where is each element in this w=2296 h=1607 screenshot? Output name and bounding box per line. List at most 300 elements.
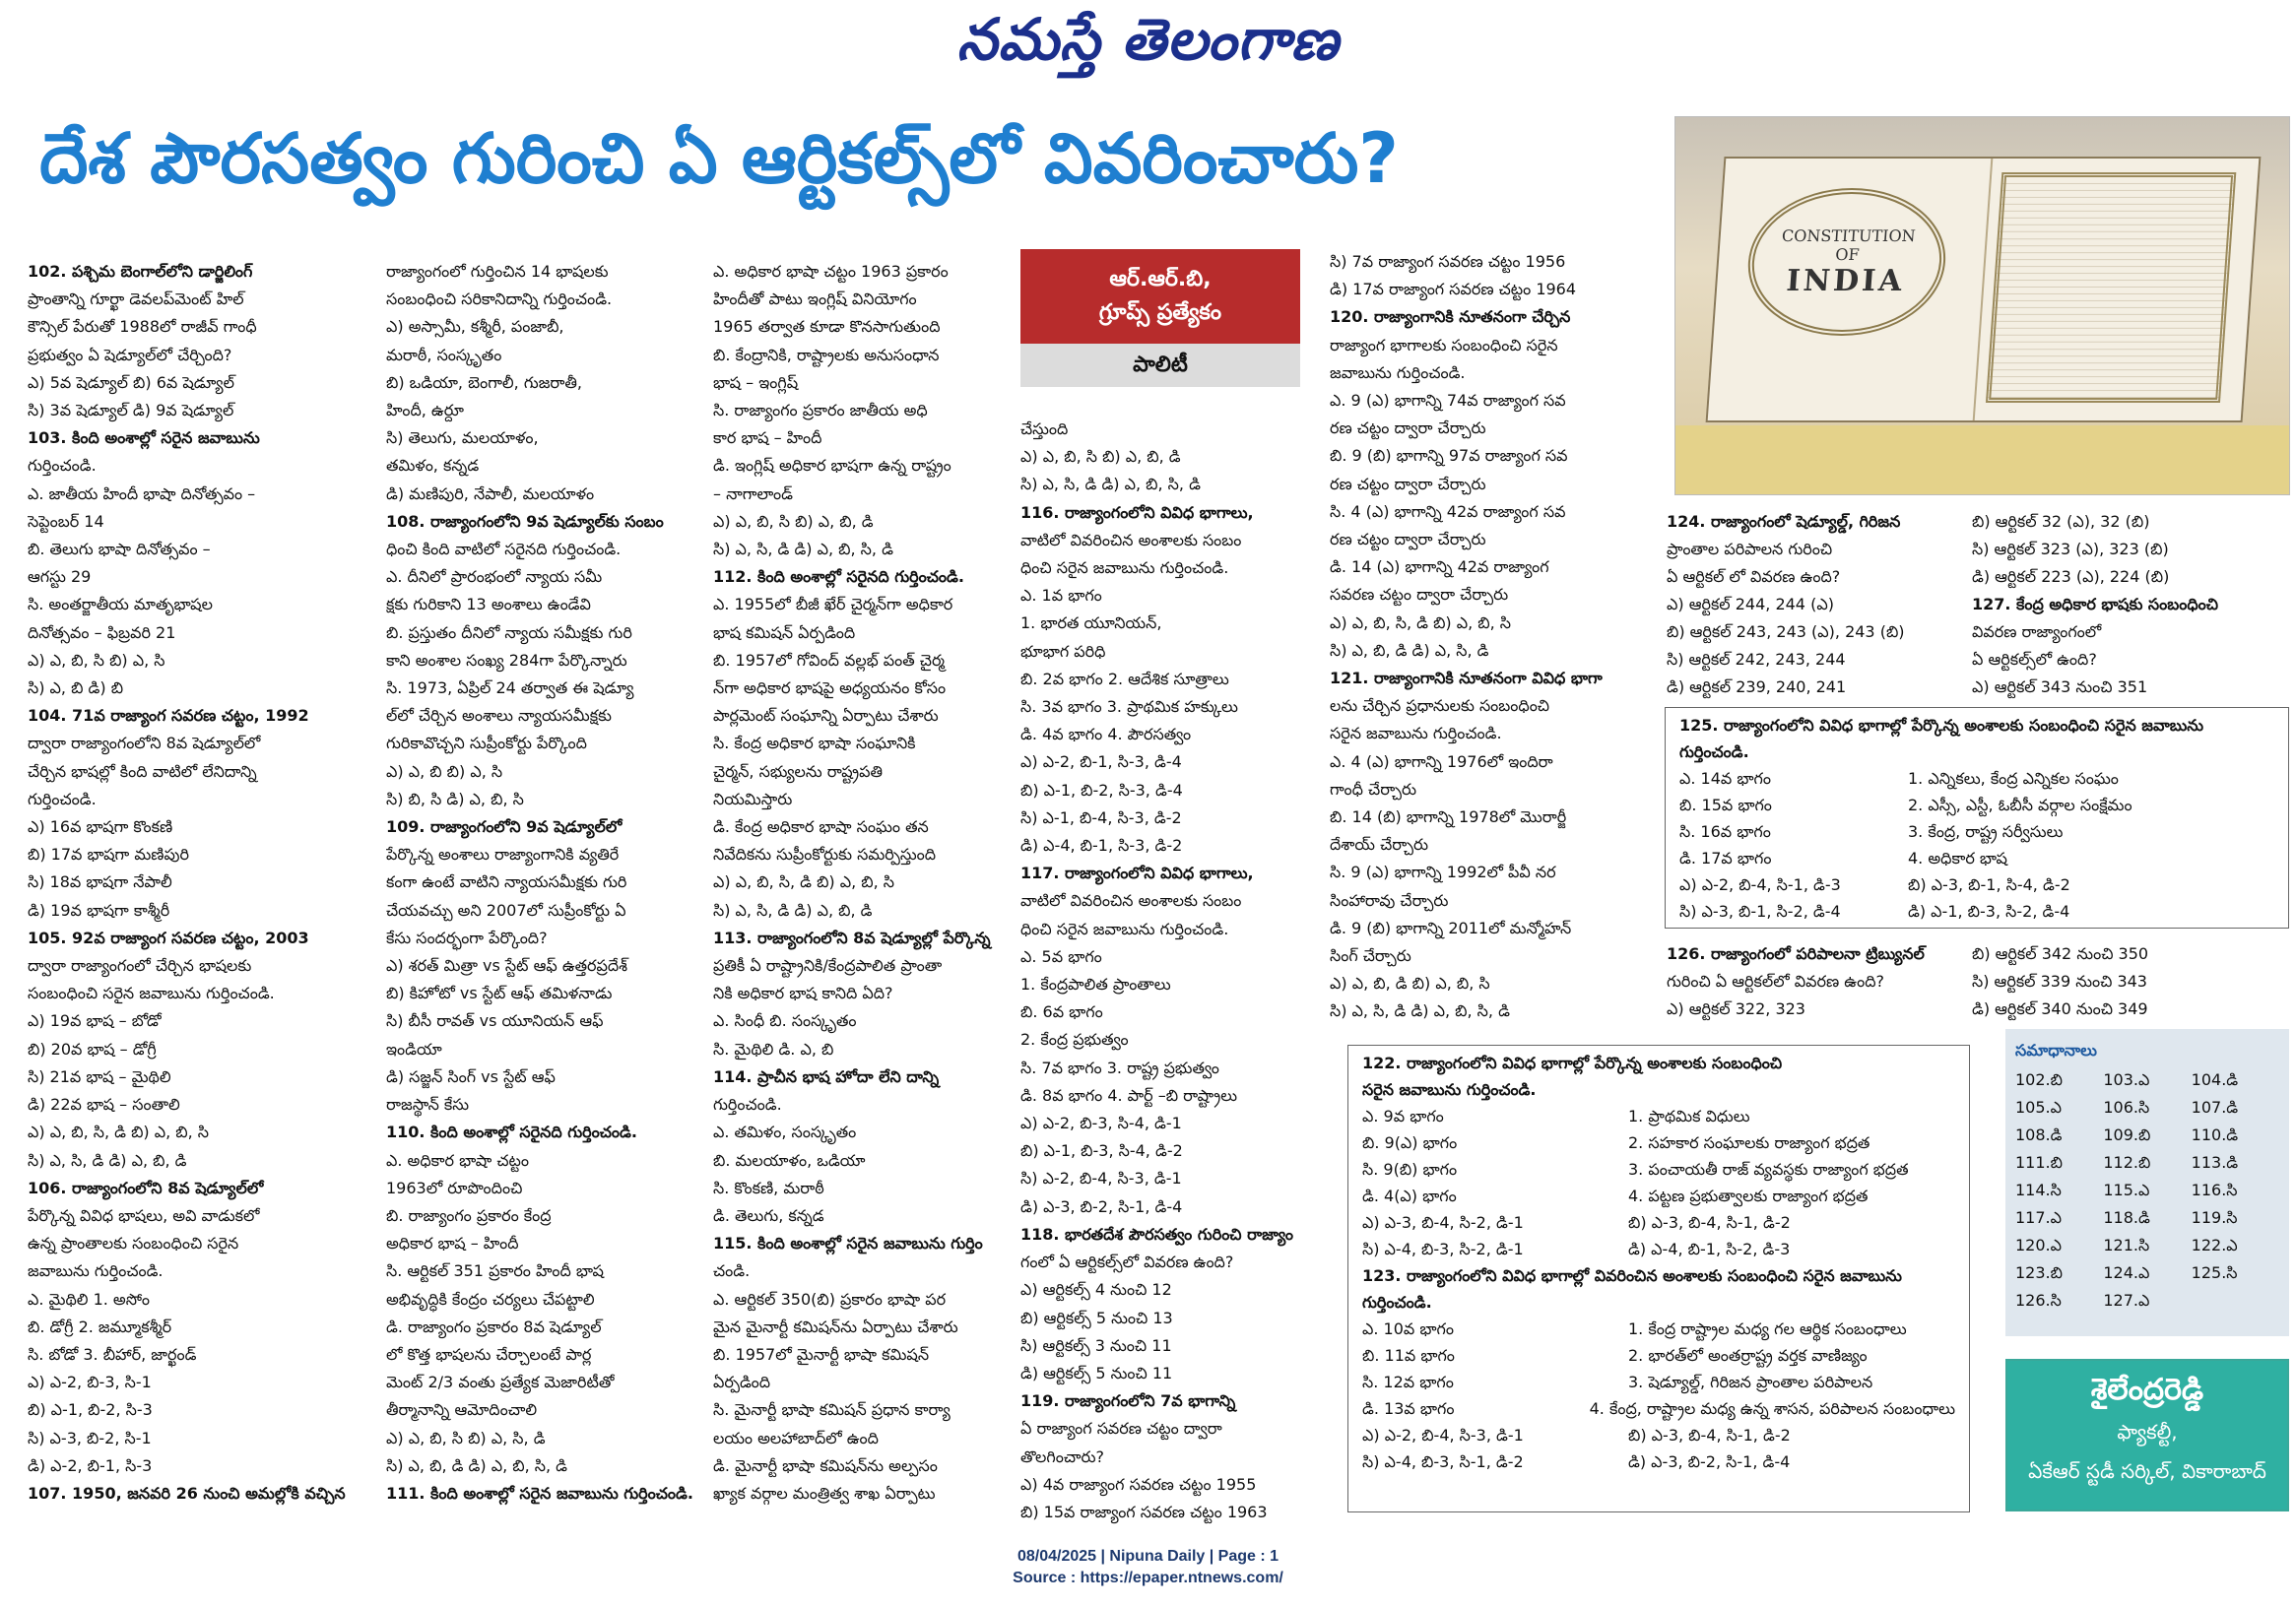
option-text: 4. అధికార భాష [1908, 849, 2007, 868]
text-line: సి) ఆర్టికల్స్ 3 నుంచి 11 [1020, 1335, 1172, 1355]
text-line: దేశాయ్ చేర్చారు [1330, 835, 1429, 855]
text-line: డి) సజ్జన్ సింగ్ vs స్టేట్ ఆఫ్ [386, 1066, 556, 1086]
text-line: బి. 9 (బి) భాగాన్ని 97వ రాజ్యాంగ సవ [1330, 446, 1568, 466]
text-line: సి. కొంకణి, మరాఠీ [713, 1178, 824, 1197]
footer-source-line: Source : https://epaper.ntnews.com/ [1013, 1570, 1283, 1586]
q122-text: 122. రాజ్యాంగంలోని వివిధ భాగాల్లో పేర్కొన్న అంశాలకు సంబంధించి [1362, 1054, 1783, 1072]
text-line: ఎ. దీనిలో ప్రారంభంలో న్యాయ సమీ [386, 567, 603, 587]
text-line: బి. 1957లో మైనార్టీ భాషా కమిషన్ [713, 1344, 930, 1364]
text-line: సి. 3వ భాగం 3. ప్రాథమిక హక్కులు [1020, 697, 1238, 717]
text-line: రాజ్యాంగంలో గుర్తించిన 14 భాషలకు [386, 262, 609, 281]
option-text: బి. 11వ భాగం [1362, 1346, 1455, 1365]
text-line: రణ చట్టం ద్వారా చేర్చారు [1330, 530, 1486, 549]
answer-item: 127.ఎ [2103, 1291, 2150, 1310]
text-line: డి. రాజ్యాంగం ప్రకారం 8వ షెడ్యూల్ [386, 1317, 602, 1336]
text-line: బి. మలయాళం, ఒడియా [713, 1150, 866, 1170]
q127-block [1972, 508, 2277, 701]
text-line: బి. 2వ భాగం 2. ఆదేశిక సూత్రాలు [1020, 669, 1229, 688]
badge-rrb-groups: ఆర్.ఆర్.బి, గ్రూప్స్ ప్రత్యేకం [1020, 249, 1300, 344]
answer-item: 110.డి [2191, 1125, 2239, 1144]
text-line: ఎ) శరత్ మిత్రా vs స్టేట్ ఆఫ్ ఉత్తరప్రదేశ్ [386, 956, 627, 976]
text-line: లను చేర్చిన ప్రధానులకు సంబంధించి [1330, 696, 1550, 716]
text-line: సి) ఎ, సి, డి డి) ఎ, బి, సి, డి [713, 540, 893, 559]
text-line: మైన మైనార్టీ కమిషన్‌ను ఏర్పాటు చేశారు [713, 1317, 958, 1336]
text-line: గుర్తించండి. [28, 789, 97, 808]
question-line: 107. 1950, జనవరి 26 నుంచి అమల్లోకి వచ్చిన [28, 1483, 346, 1503]
text-line: బి) ఒడియా, బెంగాలీ, గుజరాతీ, [386, 372, 582, 392]
text-line: కార భాష – హిందీ [713, 428, 822, 448]
text-line: బి) ఎ-1, బి-3, సి-4, డి-2 [1020, 1141, 1183, 1161]
text-line: వాటిలో వివరించిన అంశాలకు సంబం [1020, 891, 1242, 911]
text-line: ఎ) 4వ రాజ్యాంగ సవరణ చట్టం 1955 [1020, 1474, 1257, 1494]
text-line: బి) కిహోటో vs స్టేట్ ఆఫ్ తమిళనాడు [386, 984, 613, 1003]
option-row [1679, 871, 2274, 898]
text-line: ఎ) 5వ షెడ్యూల్ బి) 6వ షెడ్యూల్ [28, 372, 234, 392]
constitution-text-page [1986, 172, 2236, 403]
q123-text: 123. రాజ్యాంగంలోని వివిధ భాగాల్లో వివరించిన అంశాలకు సంబంధించి సరైన జవాబును [1362, 1266, 1902, 1285]
answer-item: 120.ఎ [2015, 1236, 2063, 1254]
text-line: బి. ప్రస్తుతం దీనిలో న్యాయ సమీక్షకు గురి [386, 622, 632, 642]
text-line: ఎ) ఎ, బి, సి, డి బి) ఎ, బి, సి [713, 872, 895, 892]
text-line: డి. 9 (బి) భాగాన్ని 2011లో మన్మోహన్ [1330, 918, 1572, 937]
option-text: 4. పట్టణ ప్రభుత్వాలకు రాజ్యాంగ భద్రత [1628, 1187, 1869, 1205]
column-1 [28, 258, 374, 1508]
footer-date-line: 08/04/2025 | Nipuna Daily | Page : 1 [1017, 1548, 1279, 1565]
text-line: వివరణ రాజ్యాంగంలో [1972, 622, 2102, 641]
option-text: ఎ. 14వ భాగం [1679, 769, 1771, 788]
text-line: సి) ఆర్టికల్ 323 (ఎ), 323 (బి) [1972, 540, 2169, 558]
text-line: ఎ. 9 (ఎ) భాగాన్ని 74వ రాజ్యాంగ సవ [1330, 391, 1566, 411]
question-line: 111. కింది అంశాల్లో సరైన జవాబును గుర్తించండి. [386, 1483, 693, 1503]
text-line: నియమిస్తారు [713, 789, 793, 808]
text-line: సి) 18వ భాషగా నేపాలీ [28, 872, 172, 892]
option-text: బి) ఎ-3, బి-4, సి-1, డి-2 [1628, 1213, 1791, 1232]
text-line: ఏ ఆర్టికల్ లో వివరణ ఉంది? [1667, 567, 1841, 586]
option-row [1362, 1422, 1955, 1448]
option-text: సి) ఎ-4, బి-3, సి-1, డి-2 [1362, 1452, 1524, 1471]
text-line: తమిళం, కన్నడ [386, 456, 480, 476]
text-line: ప్రభుత్వం ఏ షెడ్యూల్‌లో చేర్చింది? [28, 345, 232, 364]
answer-item: 122.ఎ [2191, 1236, 2238, 1254]
option-row [1362, 1156, 1955, 1183]
answer-item: 119.సి [2191, 1208, 2238, 1227]
question-line: 127. కేంద్ర అధికార భాషకు సంబంధించి [1972, 595, 2219, 613]
text-line: సి. మైథిలి డి. ఎ, బి [713, 1039, 834, 1059]
text-line: ఎ) ఎ-2, బి-1, సి-3, డి-4 [1020, 752, 1182, 772]
text-line: – నాగాలాండ్ [713, 483, 793, 503]
text-line: దినోత్సవం – ఫిబ్రవరి 21 [28, 622, 176, 642]
text-line: మెంట్ 2/3 వంతు ప్రత్యేక మెజారిటీతో [386, 1373, 615, 1392]
text-line: ద్వారా రాజ్యాంగంలో చేర్చిన భాషలకు [28, 956, 252, 976]
question-122-123-box: 122. రాజ్యాంగంలోని వివిధ భాగాల్లో పేర్కొన్న అంశాలకు సంబంధించి సరైన జవాబును గుర్తించండి. ఎ. 9వ భాగం 1. ప్రాథమిక విధులు బి. 9(ఎ) భాగం 2. సహకార సంఘాలకు రాజ్యాంగ భద్రత సి. 9(బి) భాగం 3. పంచాయతీ రాజ్ వ్యవస్థకు రాజ్యాంగ భద్రత డి. 4(ఎ) భాగం 4. పట్టణ ప్రభుత్వాలకు రాజ్యాంగ భద్రత ఎ) ఎ-3, బి-4, సి-2, డి-1 బి) ఎ-3, బి-4, సి-1, డి-2 సి) ఎ-4, బి-3, సి-2, డి-1 డి) ఎ-4, బి-1, సి-2, డి-3 123. రాజ్యాంగంలోని వివిధ భాగాల్లో వివరించిన అంశాలకు సంబంధించి సరైన జవాబును గుర్తించండి. ఎ. 10వ భాగం 1. కేంద్ర రాష్ట్రాల మధ్య గల ఆర్థిక సంబంధాలు బి. 11వ భాగం 2. భారత్‌లో అంతర్రాష్ట్ర వర్తక వాణిజ్యం సి. 12వ భాగం 3. షెడ్యూల్డ్, గిరిజన ప్రాంతాల పరిపాలన డి. 13వ భాగం 4. కేంద్ర, రాష్ట్రాల మధ్య ఉన్న శాసన, పరిపాలన సంబంధాలు ఎ) ఎ-2, బి-4, సి-3, డి-1 బి) ఎ-3, బి-4, సి-1, డి-2 సి) ఎ-4, బి-3, సి-1, డి-2 డి) ఎ-3, బి-2, సి-1, డి-4 [1347, 1045, 1970, 1512]
q125-options [1679, 765, 2274, 925]
question-line: 117. రాజ్యాంగంలోని వివిధ భాగాలు, [1020, 864, 1254, 883]
option-row [1362, 1369, 1955, 1395]
text-line: గురించి ఏ ఆర్టికల్‌లో వివరణ ఉంది? [1667, 972, 1884, 991]
text-line: భాష – ఇంగ్లిష్ [713, 372, 799, 392]
text-line: డి. 4వ భాగం 4. పౌరసత్వం [1020, 725, 1192, 744]
option-row [1679, 792, 2274, 818]
masthead-logo: నమస్తే తెలంగాణ [956, 6, 1340, 73]
text-line: ఎ) ఎ, బి బి) ఎ, సి [386, 761, 503, 781]
text-line: సింహారావు చేర్చారు [1330, 890, 1449, 910]
text-line: ఎ. అధికార భాషా చట్టం 1963 ప్రకారం [713, 262, 949, 281]
option-text: ఎ) ఎ-2, బి-4, సి-1, డి-3 [1679, 875, 1841, 894]
text-line: బి) 15వ రాజ్యాంగ సవరణ చట్టం 1963 [1020, 1502, 1268, 1521]
text-line: లయం అలహాబాద్‌లో ఉంది [713, 1428, 879, 1447]
option-text: 3. కేంద్ర, రాష్ట్ర సర్వీసులు [1908, 822, 2064, 841]
text-line: న్‌గా అధికార భాషపై అధ్యయనం కోసం [713, 678, 947, 698]
answer-item: 106.సి [2103, 1098, 2150, 1117]
option-text: డి. 4(ఎ) భాగం [1362, 1187, 1457, 1205]
question-line: 113. రాజ్యాంగంలోని 8వ షెడ్యూల్లో పేర్కొన్న [713, 928, 991, 947]
answers-grid [2015, 1066, 2279, 1315]
text-line: ఏ రాజ్యాంగ సవరణ చట్టం ద్వారా [1020, 1419, 1222, 1439]
text-line: డి) 19వ భాషగా కాశ్మీరీ [28, 900, 170, 920]
text-line: క్షకు గురికాని 13 అంశాలు ఉండేవి [386, 595, 591, 614]
option-text: 3. పంచాయతీ రాజ్ వ్యవస్థకు రాజ్యాంగ భద్రత [1628, 1160, 1909, 1179]
section-badge [1020, 249, 1300, 387]
question-126 [1667, 940, 2289, 1023]
text-line: డి) ఆర్టికల్స్ 5 నుంచి 11 [1020, 1363, 1173, 1382]
text-line: బి) ఆర్టికల్ 342 నుంచి 350 [1972, 944, 2149, 963]
text-line: ఎ. ఆర్టికల్ 350(బి) ప్రకారం భాషా పర [713, 1289, 947, 1309]
text-line: ఎ) ఆర్టికల్ 322, 323 [1667, 999, 1805, 1018]
text-line: అభివృద్ధికి కేంద్రం చర్యలు చేపట్టాలి [386, 1289, 595, 1309]
text-line: సంబంధించి సరికానిదాన్ని గుర్తించండి. [386, 289, 613, 309]
text-line: డి) ఎ-2, బి-1, సి-3 [28, 1455, 153, 1475]
option-row [1362, 1448, 1955, 1475]
q124-block [1667, 508, 1972, 701]
question-line: 121. రాజ్యాంగానికి నూతనంగా వివిధ భాగా [1330, 669, 1603, 688]
option-text: ఎ) ఎ-3, బి-4, సి-2, డి-1 [1362, 1213, 1524, 1232]
question-line: 112. కింది అంశాల్లో సరైనది గుర్తించండి. [713, 567, 964, 587]
text-line: చేయవచ్చు అని 2007లో సుప్రీంకోర్టు ఏ [386, 900, 626, 920]
text-line: సింగ్ చేర్చారు [1330, 946, 1411, 966]
text-line: ఉన్న ప్రాంతాలకు సంబంధించి సరైన [28, 1234, 239, 1253]
text-line: ఎ) ఎ, బి, సి బి) ఎ, సి, డి [386, 1428, 546, 1447]
option-row [1362, 1236, 1955, 1262]
question-line: 124. రాజ్యాంగంలో షెడ్యూల్డ్, గిరిజన [1667, 512, 1901, 531]
text-line: సి. 9 (ఎ) భాగాన్ని 1992లో పీవీ నర [1330, 863, 1556, 882]
text-line: ద్వారా రాజ్యాంగంలోని 8వ షెడ్యూల్‌లో [28, 734, 261, 753]
text-line: సి. 7వ భాగం 3. రాష్ట్ర ప్రభుత్వం [1020, 1058, 1219, 1077]
q123-options [1362, 1316, 1955, 1475]
option-row [1679, 845, 2274, 871]
column-3 [713, 258, 1011, 1508]
questions-124-127 [1667, 508, 2289, 701]
text-line: ఎ) 19వ భాష – బోడో [28, 1011, 162, 1031]
option-text: డి) ఎ-4, బి-1, సి-2, డి-3 [1628, 1240, 1791, 1258]
text-line: బి. 14 (బి) భాగాన్ని 1978లో మొరార్జీ [1330, 807, 1567, 827]
answers-title: సమాధానాలు [2015, 1041, 2097, 1060]
answer-item: 126.సి [2015, 1291, 2062, 1310]
question-line: 116. రాజ్యాంగంలోని వివిధ భాగాలు, [1020, 502, 1254, 522]
text-line: సి. రాజ్యాంగం ప్రకారం జాతీయ అధి [713, 401, 928, 420]
question-line: 115. కింది అంశాల్లో సరైన జవాబును గుర్తిం [713, 1234, 983, 1253]
question-line: 108. రాజ్యాంగంలోని 9వ షెడ్యూల్‌కు సంబం [386, 511, 664, 531]
option-text: బి) ఎ-3, బి-1, సి-4, డి-2 [1908, 875, 2070, 894]
text-line: సవరణ చట్టం ద్వారా చేర్చారు [1330, 585, 1509, 605]
option-text: 2. ఎస్సీ, ఎస్టీ, ఓబీసీ వర్గాల సంక్షేమం [1908, 796, 2132, 814]
text-line: సి) ఎ, సి, డి డి) ఎ, బి, సి, డి [1330, 1001, 1510, 1021]
question-line: 114. ప్రాచీన భాష హోదా లేని దాన్ని [713, 1066, 940, 1086]
text-line: ఎ. 1వ భాగం [1020, 586, 1102, 606]
text-line: పేర్కొన్న వివిధ భాషలు, అవి వాడుకలో [28, 1205, 260, 1225]
text-line: సి. కేంద్ర అధికార భాషా సంఘానికి [713, 734, 916, 753]
q122-options [1362, 1103, 1955, 1262]
text-line: సి) ఎ-1, బి-4, సి-3, డి-2 [1020, 807, 1182, 827]
author-role: ఫ్యాకల్టీ, [2117, 1420, 2178, 1444]
answer-item: 113.డి [2191, 1153, 2239, 1172]
text-line: ఎ. అధికార భాషా చట్టం [386, 1150, 529, 1170]
constitution-book [1706, 157, 2262, 422]
text-line: గురికావొచ్చని సుప్రీంకోర్టు పేర్కొంది [386, 734, 587, 753]
answers-box [2005, 1029, 2289, 1336]
text-line: 1. భారత యూనియన్, [1020, 613, 1162, 633]
text-line: గుర్తించండి. [28, 456, 97, 476]
option-text: డి. 13వ భాగం [1362, 1399, 1455, 1418]
option-row [1362, 1316, 1955, 1342]
text-line: ఎ. తమిళం, సంస్కృతం [713, 1123, 857, 1142]
text-line: సి) తెలుగు, మలయాళం, [386, 428, 539, 448]
text-line: ఎ. 1955లో బీజీ ఖేర్ చైర్మన్‌గా అధికార [713, 595, 953, 614]
text-line: పేర్కొన్న అంశాలు రాజ్యాంగానికి వ్యతిరే [386, 845, 620, 865]
text-line: సి) ఆర్టికల్ 242, 243, 244 [1667, 650, 1846, 669]
text-line: సెప్టెంబర్ 14 [28, 511, 104, 531]
headline: దేశ పౌరసత్వం గురించి ఏ ఆర్టికల్స్‌లో వివరించారు? [39, 118, 1399, 199]
text-line: ధించి కింది వాటిలో సరైనది గుర్తించండి. [386, 540, 622, 559]
answer-item: 112.బి [2103, 1153, 2151, 1172]
text-line: డి. తెలుగు, కన్నడ [713, 1205, 824, 1225]
option-text: సి) ఎ-3, బి-1, సి-2, డి-4 [1679, 902, 1841, 921]
text-line: ప్రాంతాల పరిపాలన గురించి [1667, 540, 1833, 558]
text-line: రణ చట్టం ద్వారా చేర్చారు [1330, 418, 1486, 438]
text-line: ఎ. మైథిలి 1. అసోం [28, 1289, 150, 1309]
text-line: పార్లమెంట్ సంఘాన్ని ఏర్పాటు చేశారు [713, 706, 939, 726]
question-line: 109. రాజ్యాంగంలోని 9వ షెడ్యూల్‌లో [386, 817, 623, 837]
option-text: సి) ఎ-4, బి-3, సి-2, డి-1 [1362, 1240, 1524, 1258]
text-line: డి) మణిపురి, నేపాలీ, మలయాళం [386, 483, 595, 503]
text-line: సి) 3వ షెడ్యూల్ డి) 9వ షెడ్యూల్ [28, 401, 234, 420]
option-text: సి. 9(బి) భాగం [1362, 1160, 1458, 1179]
text-line: బి. 1957లో గోవింద్ వల్లభ్ పంత్ చైర్మ [713, 650, 946, 670]
text-line: సి) బి, సి డి) ఎ, బి, సి [386, 789, 524, 808]
page-footer [0, 1546, 2296, 1589]
question-line: 103. కింది అంశాల్లో సరైన జవాబును [28, 428, 260, 448]
question-line: 106. రాజ్యాంగంలోని 8వ షెడ్యూల్‌లో [28, 1178, 264, 1197]
text-line: రాజస్థాన్ కేసు [386, 1095, 470, 1115]
text-line: 2. కేంద్ర ప్రభుత్వం [1020, 1030, 1129, 1050]
text-line: కౌన్సిల్ పేరుతో 1988లో రాజీవ్ గాంధీ [28, 317, 257, 337]
text-line: చేస్తుంది [1020, 419, 1069, 438]
text-line: ఖ్యాక వర్గాల మంత్రిత్వ శాఖ ఏర్పాటు [713, 1483, 936, 1503]
option-row [1679, 818, 2274, 845]
text-line: రణ చట్టం ద్వారా చేర్చారు [1330, 474, 1486, 493]
text-line: సి) ఎ-2, బి-4, సి-3, డి-1 [1020, 1169, 1182, 1189]
text-line: బి) ఆర్టికల్ 243, 243 (ఎ), 243 (బి) [1667, 622, 1905, 641]
text-line: తొలగించారు? [1020, 1446, 1105, 1466]
text-line: డి. కేంద్ర అధికార భాషా సంఘం తన [713, 817, 929, 837]
text-line: జవాబును గుర్తించండి. [28, 1261, 164, 1281]
text-line: బి. 6వ భాగం [1020, 1002, 1103, 1022]
option-text: బి. 15వ భాగం [1679, 796, 1772, 814]
text-line: ఎ. సింధీ బి. సంస్కృతం [713, 1011, 857, 1031]
option-text: 1. ప్రాథమిక విధులు [1628, 1107, 1750, 1125]
text-line: ఎ) ఎ, బి, సి బి) ఎ, సి [28, 650, 165, 670]
question-125-box: 125. రాజ్యాంగంలోని వివిధ భాగాల్లో పేర్కొన్న అంశాలకు సంబంధించి సరైన జవాబును గుర్తించండి. ఎ. 14వ భాగం 1. ఎన్నికలు, కేంద్ర ఎన్నికల సంఘం బి. 15వ భాగం 2. ఎస్సీ, ఎస్టీ, ఓబీసీ వర్గాల సంక్షేమం సి. 16వ భాగం 3. కేంద్ర, రాష్ట్ర సర్వీసులు డి. 17వ భాగం 4. అధికార భాష ఎ) ఎ-2, బి-4, సి-1, డి-3 బి) ఎ-3, బి-1, సి-4, డి-2 సి) ఎ-3, బి-1, సి-2, డి-4 డి) ఎ-1, బి-3, సి-2, డి-4 [1665, 707, 2289, 929]
text-line: 1. కేంద్రపాలిత ప్రాంతాలు [1020, 975, 1171, 995]
text-line: జవాబును గుర్తించండి. [1330, 362, 1466, 382]
text-line: సి. మైనార్టీ భాషా కమిషన్ ప్రధాన కార్యా [713, 1400, 951, 1420]
option-row [1679, 898, 2274, 925]
question-line: 119. రాజ్యాంగంలోని 7వ భాగాన్ని [1020, 1391, 1236, 1411]
author-box [2005, 1359, 2289, 1511]
answer-item: 123.బి [2015, 1263, 2063, 1282]
option-text: సి. 16వ భాగం [1679, 822, 1771, 841]
text-line: రాజ్యాంగ భాగాలకు సంబంధించి సరైన [1330, 335, 1558, 354]
text-line: ఎ) ఆర్టికల్ 343 నుంచి 351 [1972, 677, 2148, 696]
badge-subject: పాలిటీ [1020, 344, 1300, 387]
text-line: డి) 17వ రాజ్యాంగ సవరణ చట్టం 1964 [1330, 280, 1577, 299]
text-line: ఎ) ఎ-2, బి-3, సి-4, డి-1 [1020, 1114, 1182, 1133]
answer-item: 114.సి [2015, 1181, 2062, 1199]
text-line: సి) 7వ రాజ్యాంగ సవరణ చట్టం 1956 [1330, 252, 1566, 271]
text-line: ఎ. జాతీయ హిందీ భాషా దినోత్సవం – [28, 483, 256, 503]
answer-item: 124.ఎ [2103, 1263, 2150, 1282]
text-line: సరైన జవాబును గుర్తించండి. [1330, 724, 1502, 743]
text-line: సి. 1973, ఏప్రిల్ 24 తర్వాత ఈ షెడ్యూ [386, 678, 634, 698]
text-line: నివేదికను సుప్రీంకోర్టుకు సమర్పిస్తుంది [713, 845, 937, 865]
option-row [1362, 1103, 1955, 1129]
text-line: హిందీ, ఉర్దూ [386, 401, 464, 420]
text-line: బి) ఆర్టికల్స్ 5 నుంచి 13 [1020, 1308, 1173, 1327]
text-line: చండి. [713, 1261, 751, 1281]
text-line: డి) ఆర్టికల్ 239, 240, 241 [1667, 677, 1847, 696]
text-line: చేర్చిన భాషల్లో కింది వాటిలో లేనిదాన్ని [28, 761, 257, 781]
answer-item: 108.డి [2015, 1125, 2063, 1144]
text-line: సి) ఎ, బి, డి డి) ఎ, బి, సి, డి [386, 1455, 568, 1475]
text-line: ల్‌లో చేర్చిన అంశాలు న్యాయసమీక్షకు [386, 706, 612, 726]
option-text: డి) ఎ-1, బి-3, సి-2, డి-4 [1908, 902, 2070, 921]
text-line: నికి అధికార భాష కానిది ఏది? [713, 984, 893, 1003]
text-line: బి. డోగ్రీ 2. జమ్మూకశ్మీర్ [28, 1317, 172, 1336]
text-line: సి) 21వ భాష – మైథిలి [28, 1066, 171, 1086]
option-row [1362, 1209, 1955, 1236]
text-line: డి) ఎ-3, బి-2, సి-1, డి-4 [1020, 1196, 1183, 1216]
constitution-photo [1674, 116, 2290, 495]
text-line: ధించి సరైన జవాబును గుర్తించండి. [1020, 919, 1229, 938]
text-line: ఏ ఆర్టికల్స్‌లో ఉంది? [1972, 650, 2097, 669]
text-line: గాంధీ చేర్చారు [1330, 779, 1417, 799]
answer-item: 121.సి [2103, 1236, 2150, 1254]
text-line: ఎ) ఆర్టికల్ 244, 244 (ఎ) [1667, 595, 1834, 613]
question-line: 126. రాజ్యాంగంలో పరిపాలనా ట్రిబ్యునల్ [1667, 944, 1925, 963]
text-line: సంబంధించి సరైన జవాబును గుర్తించండి. [28, 984, 275, 1003]
option-text: ఎ. 9వ భాగం [1362, 1107, 1444, 1125]
option-text: సి. 12వ భాగం [1362, 1373, 1454, 1391]
constitution-title-oval: CONSTITUTION OF INDIA [1743, 188, 1950, 336]
text-line: సి. అంతర్జాతీయ మాతృభాషల [28, 595, 213, 614]
text-line: ఆగస్టు 29 [28, 567, 92, 587]
option-row [1362, 1129, 1955, 1156]
option-text: 3. షెడ్యూల్డ్, గిరిజన ప్రాంతాల పరిపాలన [1628, 1373, 1873, 1391]
text-line: ఎ) ఎ, బి, సి బి) ఎ, బి, డి [1020, 447, 1181, 467]
text-line: అధికార భాష – హిందీ [386, 1234, 519, 1253]
answer-item: 109.బి [2103, 1125, 2151, 1144]
text-line: బి) ఎ-1, బి-2, సి-3, డి-4 [1020, 780, 1183, 800]
text-line: సి. ఆర్టికల్ 351 ప్రకారం హిందీ భాష [386, 1261, 604, 1281]
text-line: ఎ. 4 (ఎ) భాగాన్ని 1976లో ఇందిరా [1330, 751, 1553, 771]
answer-item: 125.సి [2191, 1263, 2238, 1282]
text-line: సి) ఎ, సి, డి డి) ఎ, బి, డి [713, 900, 873, 920]
column-4 [1020, 416, 1316, 1526]
text-line: బి. తెలుగు భాషా దినోత్సవం – [28, 540, 211, 559]
question-line: 118. భారతదేశ పౌరసత్వం గురించి రాజ్యాం [1020, 1224, 1293, 1244]
text-line: బి) 20వ భాష – డోగ్రీ [28, 1039, 157, 1059]
option-row [1362, 1342, 1955, 1369]
text-line: బి) 17వ భాషగా మణిపురి [28, 845, 189, 865]
text-line: డి) 22వ భాష – సంతాలి [28, 1095, 180, 1115]
text-line: ఎ) 16వ భాషగా కొంకణి [28, 817, 173, 837]
answer-item: 116.సి [2191, 1181, 2238, 1199]
answer-item: 107.డి [2191, 1098, 2239, 1117]
text-line: ఎ) ఆర్టికల్స్ 4 నుంచి 12 [1020, 1280, 1172, 1300]
text-line: ఎ) అస్సామీ, కశ్మీరీ, పంజాబీ, [386, 317, 564, 337]
option-text: డి. 17వ భాగం [1679, 849, 1772, 868]
text-line: సి. బోడో 3. బీహార్, జార్ఖండ్ [28, 1344, 197, 1364]
text-line: ప్రాంతాన్ని గూర్ఖా డెవలప్‌మెంట్ హిల్ [28, 289, 244, 309]
answer-item: 117.ఎ [2015, 1208, 2063, 1227]
text-line: తీర్మానాన్ని ఆమోదించాలి [386, 1400, 538, 1420]
option-text: 4. కేంద్ర, రాష్ట్రాల మధ్య ఉన్న శాసన, పరిపాలన సంబంధాలు [1589, 1399, 1955, 1418]
text-line: సి) ఎ, బి, డి డి) ఎ, సి, డి [1330, 640, 1489, 660]
text-line: ఎ) ఎ, బి, డి బి) ఎ, బి, సి [1330, 974, 1490, 994]
question-line: 120. రాజ్యాంగానికి నూతనంగా చేర్చిన [1330, 307, 1571, 327]
text-line: డి. 8వ భాగం 4. పార్ట్ –బి రాష్ట్రాలు [1020, 1085, 1238, 1105]
text-line: బి. రాజ్యాంగం ప్రకారం కేంద్ర [386, 1205, 552, 1225]
text-line: సి) ఎ, సి, డి డి) ఎ, బి, సి, డి [1020, 475, 1201, 494]
text-line: ధించి సరైన జవాబును గుర్తించండి. [1020, 558, 1229, 578]
column-5 [1330, 248, 1665, 1026]
option-row [1679, 765, 2274, 792]
option-text: ఎ. 10వ భాగం [1362, 1319, 1454, 1338]
text-line: ఎ) ఎ-2, బి-3, సి-1 [28, 1373, 152, 1392]
text-line: డి. మైనార్టీ భాషా కమిషన్‌ను అల్పసం [713, 1455, 938, 1475]
text-line: మరాఠీ, సంస్కృతం [386, 345, 502, 364]
text-line: బి) ఎ-1, బి-2, సి-3 [28, 1400, 153, 1420]
option-text: 1. కేంద్ర రాష్ట్రాల మధ్య గల ఆర్థిక సంబంధాలు [1628, 1319, 1907, 1338]
text-line: భూభాగ పరిధి [1020, 641, 1106, 661]
text-line: 1963లో రూపొందించి [386, 1178, 523, 1197]
author-org: ఏకేఆర్ స్టడీ సర్కిల్, వికారాబాద్ [2028, 1459, 2266, 1483]
text-line: ఇండియా [386, 1039, 442, 1059]
text-line: డి) ఆర్టికల్ 223 (ఎ), 224 (బి) [1972, 567, 2170, 586]
text-line: డి. ఇంగ్లిష్ అధికార భాషగా ఉన్న రాష్ట్రం [713, 456, 951, 476]
text-line: లో కొత్త భాషలను చేర్చాలంటే పార్ల [386, 1344, 592, 1364]
question-line: 102. పశ్చిమ బెంగాల్‌లోని డార్జిలింగ్ [28, 262, 253, 281]
text-line: సి. 4 (ఎ) భాగాన్ని 42వ రాజ్యాంగ సవ [1330, 501, 1566, 521]
text-line: డి. 14 (ఎ) భాగాన్ని 42వ రాజ్యాంగ [1330, 557, 1549, 577]
author-name: శైలేంద్రరెడ్డి [2090, 1373, 2204, 1407]
question-line: 104. 71వ రాజ్యాంగ సవరణ చట్టం, 1992 [28, 706, 309, 726]
answer-item: 102.బి [2015, 1070, 2063, 1089]
option-text: ఎ) ఎ-2, బి-4, సి-3, డి-1 [1362, 1426, 1524, 1445]
text-line: ప్రతికీ ఏ రాష్ట్రానికి/కేంద్రపాలిత ప్రాంతా [713, 956, 943, 976]
option-text: డి) ఎ-3, బి-2, సి-1, డి-4 [1628, 1452, 1791, 1471]
column-2 [386, 258, 701, 1508]
answer-item: 115.ఎ [2103, 1181, 2150, 1199]
